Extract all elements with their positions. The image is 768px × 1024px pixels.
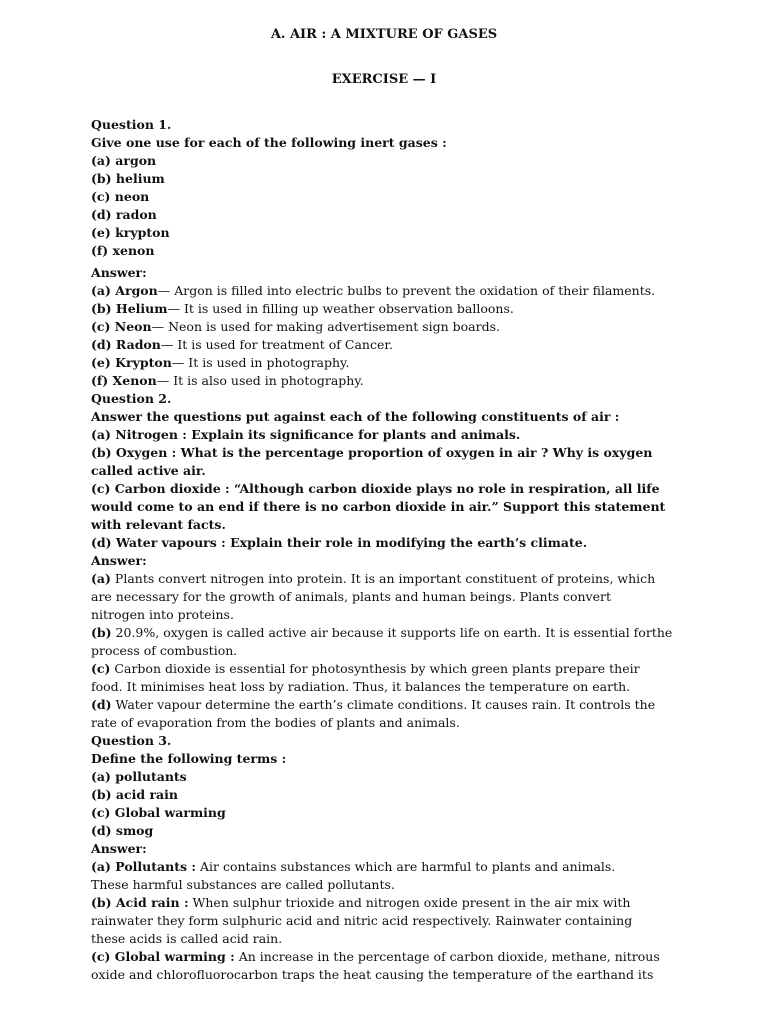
question-item: (b) helium — [91, 171, 165, 186]
answer-prefix: (d) — [91, 697, 112, 712]
answer-text: — It is used in filling up weather observation balloons. — [167, 301, 514, 316]
answer-prefix: (d) Radon — [91, 337, 161, 352]
answer-line — [91, 372, 681, 390]
answer-line — [91, 912, 681, 930]
answer-text: — It is also used in photography. — [156, 373, 364, 388]
answer-prefix: (a) — [91, 571, 111, 586]
answer-text: These harmful substances are called pollutants. — [91, 877, 395, 892]
question-item: (c) Carbon dioxide : “Although carbon dioxide plays no role in respiration, all life — [91, 481, 660, 496]
question-item: (c) neon — [91, 189, 150, 204]
answer-prefix: (c) Neon — [91, 319, 152, 334]
answer-text: — Argon is filled into electric bulbs to prevent the oxidation of their filaments. — [157, 283, 656, 298]
answer-text: Carbon dioxide is essential for photosynthesis by which green plants prepare their — [110, 661, 640, 676]
question-heading: Question 3. — [91, 733, 172, 748]
document-body — [91, 116, 681, 984]
answer-text: are necessary for the growth of animals, plants and human beings. Plants convert — [91, 589, 612, 604]
question-item: (c) Global warming — [91, 805, 226, 820]
answer-line — [91, 858, 681, 876]
answer-text: nitrogen into proteins. — [91, 607, 234, 622]
answer-label: Answer: — [91, 553, 147, 568]
answer-text: oxide and chlorofluorocarbon traps the heat causing the temperature of the earthand its — [91, 967, 654, 982]
answer-line — [91, 966, 681, 984]
answer-text: When sulphur trioxide and nitrogen oxide present in the air mix with — [188, 895, 631, 910]
answer-prefix: (b) Acid rain : — [91, 895, 189, 910]
answer-prefix: (f) Xenon — [91, 373, 157, 388]
answer-line — [91, 642, 681, 660]
answer-line — [91, 282, 681, 300]
question-item: (f) xenon — [91, 243, 155, 258]
answer-prefix: (c) Global warming : — [91, 949, 235, 964]
answer-prefix: (e) Krypton — [91, 355, 172, 370]
question-item: (d) smog — [91, 823, 154, 838]
answer-prefix: (c) — [91, 661, 111, 676]
answer-line — [91, 696, 681, 714]
answer-text: 20.9%, oxygen is called active air because it supports life on earth. It is essential forthe — [111, 625, 673, 640]
answer-line — [91, 624, 681, 642]
answer-text: — It is used for treatment of Cancer. — [160, 337, 393, 352]
answer-line — [91, 300, 681, 318]
answer-line — [91, 876, 681, 894]
answer-text: these acids is called acid rain. — [91, 931, 283, 946]
answer-line — [91, 336, 681, 354]
answer-line — [91, 930, 681, 948]
question-item: (d) Water vapours : Explain their role in modifying the earth’s climate. — [91, 535, 588, 550]
answer-line — [91, 570, 681, 588]
answer-text: rainwater they form sulphuric acid and nitric acid respectively. Rainwater containing — [91, 913, 633, 928]
answer-line — [91, 894, 681, 912]
answer-line — [91, 678, 681, 696]
answer-text: An increase in the percentage of carbon dioxide, methane, nitrous — [234, 949, 660, 964]
question-item: (e) krypton — [91, 225, 170, 240]
question-item: (a) Nitrogen : Explain its significance for plants and animals. — [91, 427, 521, 442]
answer-text: — It is used in photography. — [171, 355, 350, 370]
answer-line — [91, 660, 681, 678]
question-item: (b) Oxygen : What is the percentage proportion of oxygen in air ? Why is oxygen — [91, 445, 653, 460]
question-heading: Question 2. — [91, 391, 172, 406]
question-prompt: Give one use for each of the following inert gases : — [91, 135, 447, 150]
question-item: called active air. — [91, 463, 206, 478]
answer-line — [91, 588, 681, 606]
answer-line — [91, 318, 681, 336]
question-item: with relevant facts. — [91, 517, 226, 532]
question-item: would come to an end if there is no carbon dioxide in air.” Support this statement — [91, 499, 666, 514]
question-item: (a) argon — [91, 153, 157, 168]
question-heading: Question 1. — [91, 117, 172, 132]
page-title: A. AIR : A MIXTURE OF GASES — [270, 27, 498, 42]
answer-prefix: (a) Pollutants : — [91, 859, 197, 874]
answer-text: Air contains substances which are harmful to plants and animals. — [196, 859, 616, 874]
question-item: (a) pollutants — [91, 769, 187, 784]
answer-line — [91, 714, 681, 732]
question-item: (b) acid rain — [91, 787, 178, 802]
question-item: (d) radon — [91, 207, 157, 222]
answer-prefix: (a) Argon — [91, 283, 158, 298]
exercise-heading: EXERCISE — I — [331, 72, 437, 87]
question-prompt: Define the following terms : — [91, 751, 287, 766]
answer-prefix: (b) Helium — [91, 301, 168, 316]
question-prompt: Answer the questions put against each of the following constituents of air : — [91, 409, 620, 424]
answer-text: Plants convert nitrogen into protein. It is an important constituent of proteins, which — [110, 571, 656, 586]
answer-text: process of combustion. — [91, 643, 238, 658]
answer-line — [91, 606, 681, 624]
answer-text: food. It minimises heat loss by radiation. Thus, it balances the temperature on earth. — [91, 679, 631, 694]
answer-label: Answer: — [91, 841, 147, 856]
answer-text: Water vapour determine the earth’s climate conditions. It causes rain. It controls the — [111, 697, 656, 712]
answer-prefix: (b) — [91, 625, 112, 640]
answer-text: rate of evaporation from the bodies of plants and animals. — [91, 715, 460, 730]
answer-line — [91, 354, 681, 372]
answer-text: — Neon is used for making advertisement sign boards. — [151, 319, 500, 334]
answer-line — [91, 948, 681, 966]
answer-label: Answer: — [91, 265, 147, 280]
